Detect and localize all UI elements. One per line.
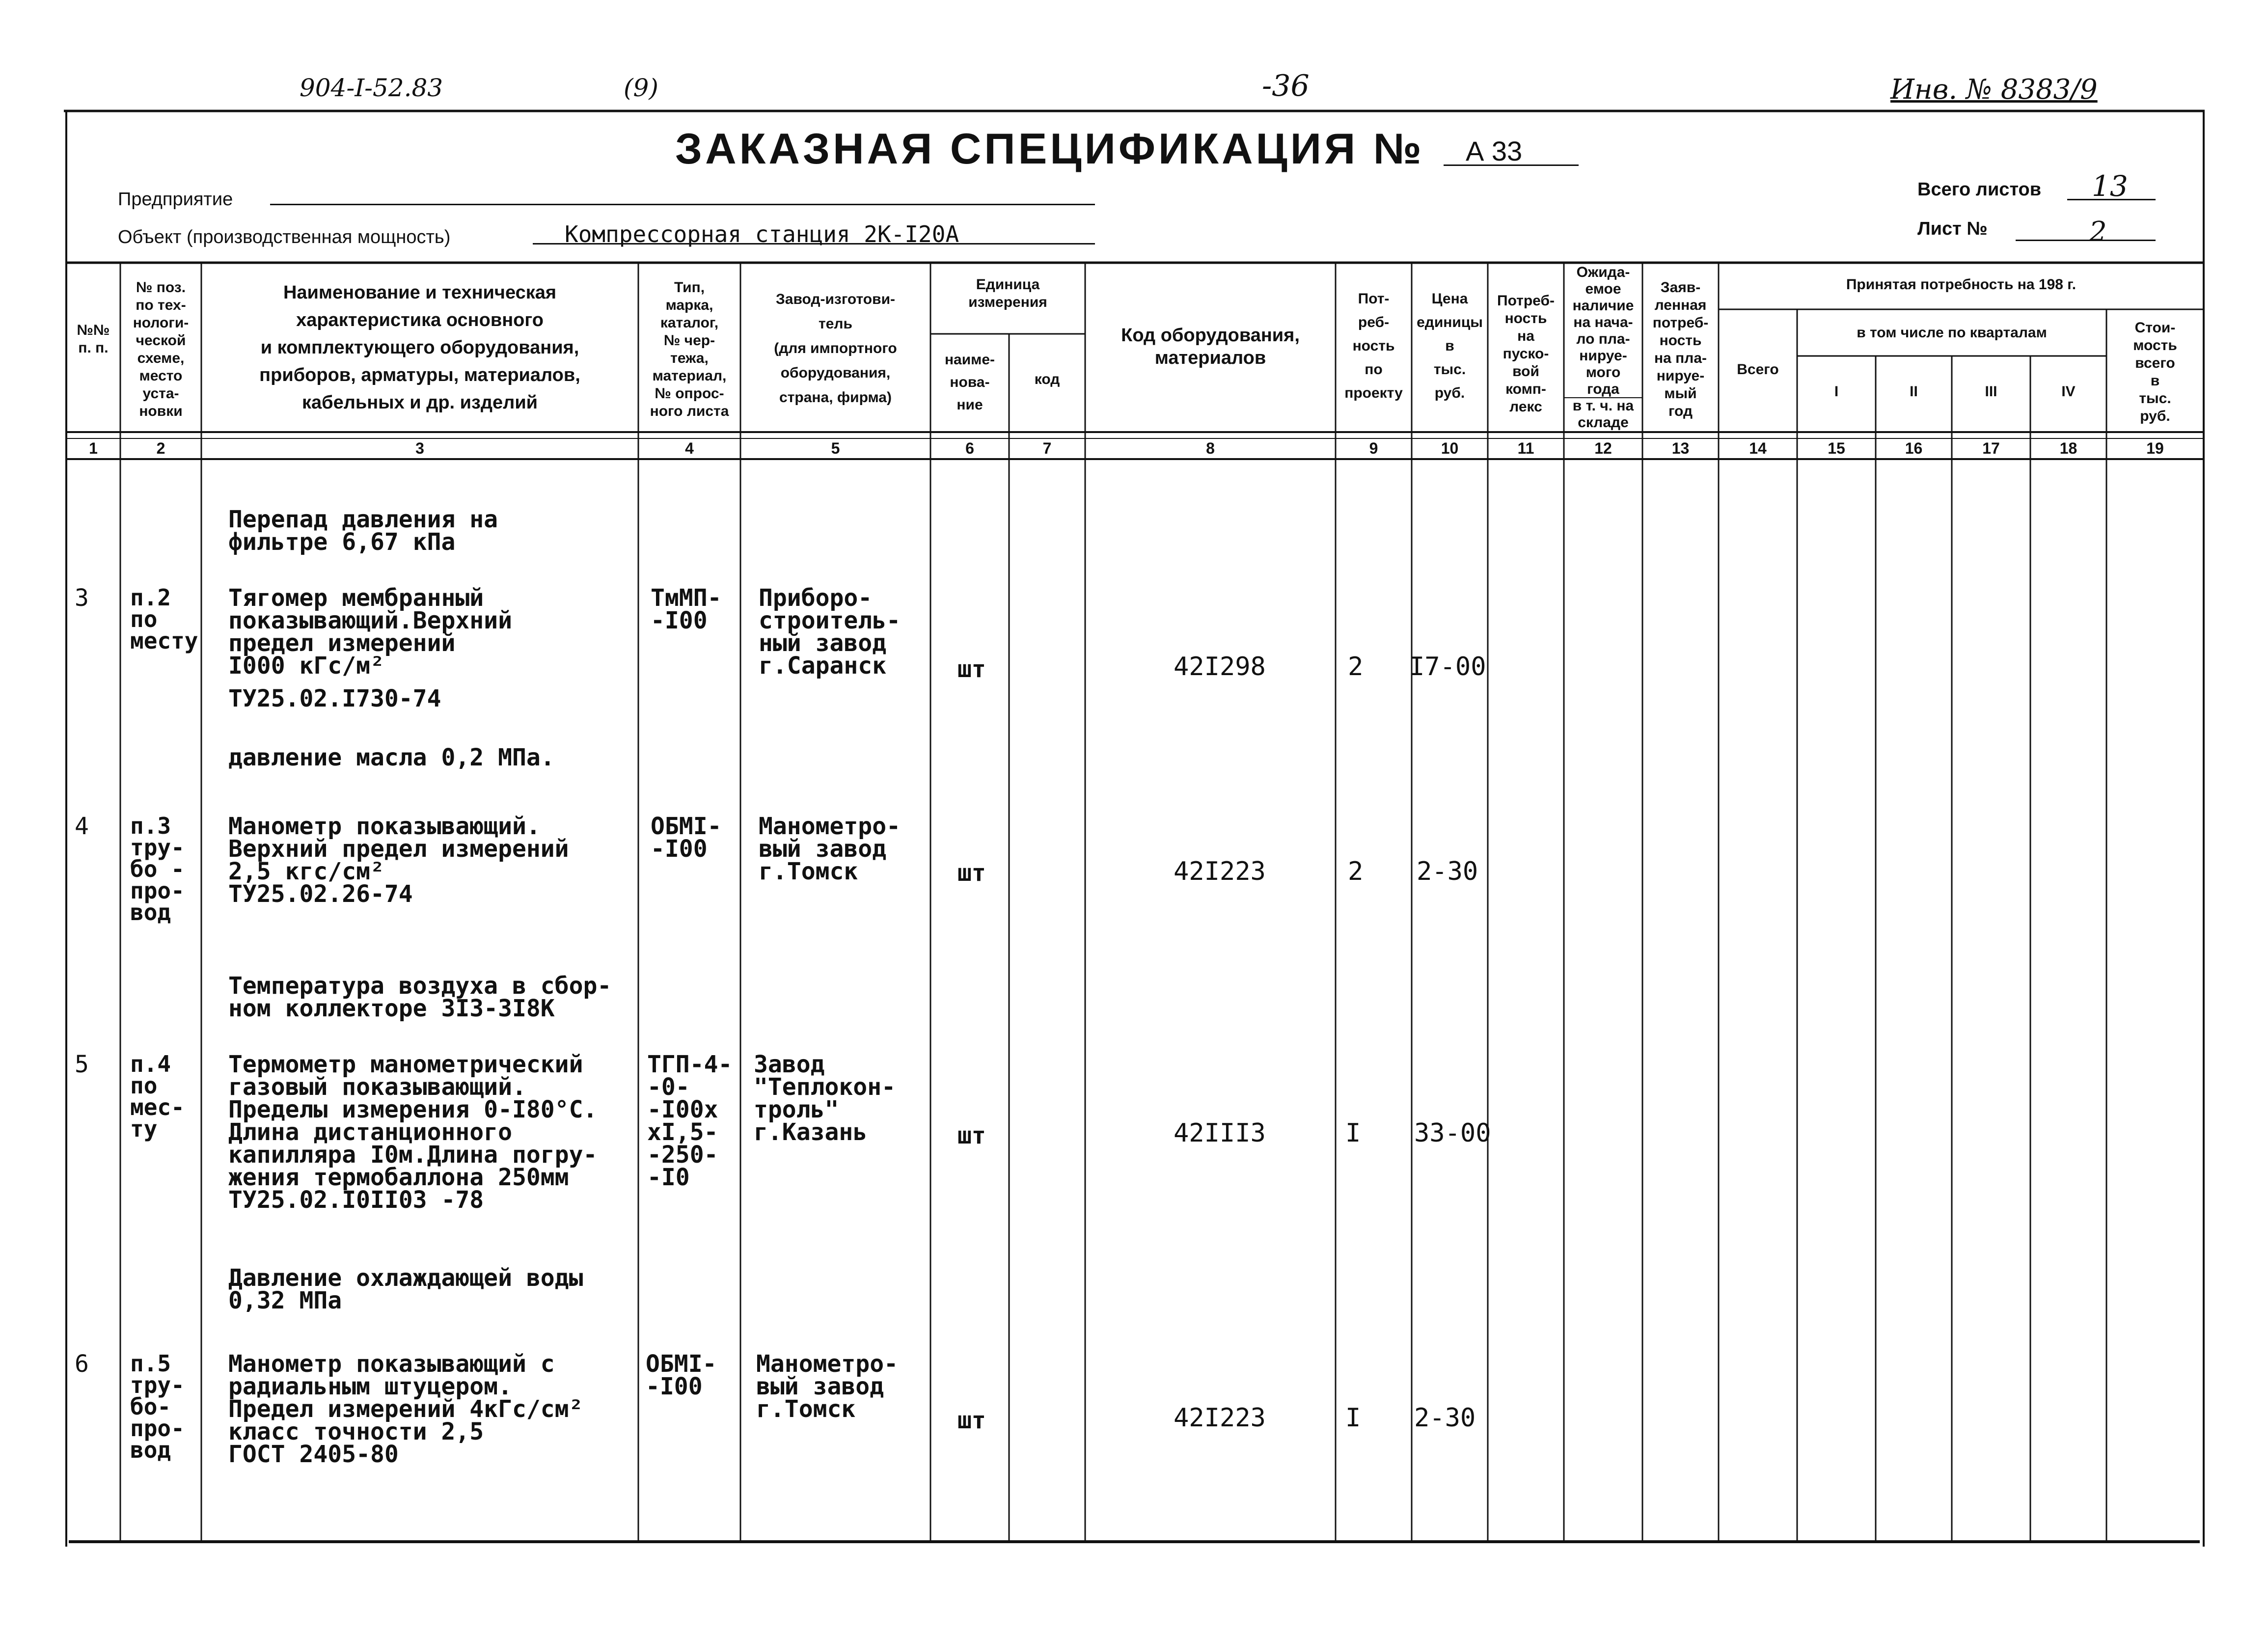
object-underline [533,243,1095,245]
header-expected-stock: Ожида- емое наличие на нача- ло пла- нируе- мого года [1572,264,1634,397]
row-number: 6 [75,1350,89,1378]
column-number: 11 [1517,439,1534,457]
unit-cell: шт [957,859,986,887]
type-cell: ОБМI- -I00 [651,813,722,863]
price-cell: 2-30 [1417,857,1478,886]
header-unit-code: код [1034,371,1060,387]
sheet-value: 2 [2089,216,2107,248]
column-number: 17 [1982,439,2000,457]
header-expected-stock-warehouse: в т. ч. на складе [1572,398,1634,431]
name-cell: Термометр манометрический газовый показывающий. Пределы измерения 0-I80°С. Длина дистанционного капилляра I0м.Длина погру- жения термобаллона 250мм ТУ25.02.I0II03 -78 [228,1051,598,1214]
header-type: Тип, марка, каталог, № чер- тежа, материал, № опрос- ного листа [650,279,729,419]
header-cost: Стои- мость всего в тыс. руб. [2133,320,2177,424]
type-cell: ОБМI- -I00 [646,1350,717,1400]
column-number: 3 [415,439,424,457]
manufacturer-cell: Манометро- вый завод г.Томск [756,1350,898,1423]
total-sheets-label: Всего листов [1917,179,2042,200]
price-cell: I7-00 [1409,652,1486,681]
column-number: 15 [1828,439,1845,457]
header-project-need: Пот- реб- ность по проекту [1344,291,1403,401]
type-cell: ТмМП- -I00 [651,584,722,634]
header-quarter-3: III [1985,383,1997,400]
specification-number-underline [1444,164,1579,166]
unit-cell: шт [957,1407,986,1434]
quantity-cell: I [1345,1118,1361,1148]
quantity-cell: 2 [1348,857,1364,886]
unit-cell: шт [957,655,986,683]
column-number: 4 [685,439,694,457]
inventory-number: Инв. № 8383/9 [1890,74,2098,106]
price-cell: 2-30 [1414,1403,1476,1433]
column-number: 16 [1905,439,1923,457]
header-total: Всего [1737,361,1779,378]
price-cell: 33-00 [1414,1118,1491,1148]
header-equipment-code: Код оборудования, материалов [1121,325,1300,368]
column-number: 7 [1042,439,1052,457]
header-row-number: №№ п. п. [77,322,110,356]
page-number: -36 [1262,69,1310,103]
header-manufacturer: Завод-изготови- тель (для импортного оборудования, страна, фирма) [774,291,897,406]
sheet-label: Лист № [1917,218,1988,239]
section-heading: давление масла 0,2 МПа. [228,744,555,771]
manufacturer-cell: Манометро- вый завод г.Томск [759,813,901,885]
column-number: 1 [89,439,98,457]
position-cell: п.5 тру- бо- про- вод [130,1350,185,1463]
object-label: Объект (производственная мощность) [118,227,451,247]
enterprise-label: Предприятие [118,189,233,210]
section-heading: Давление охлаждающей воды 0,32 МПа [228,1264,583,1314]
column-number: 2 [156,439,165,457]
page-title: ЗАКАЗНАЯ СПЕЦИФИКАЦИЯ № [675,124,1424,173]
header-quarter-1: I [1834,383,1839,400]
quantity-cell: I [1345,1403,1361,1433]
manufacturer-cell: Приборо- строитель- ный завод г.Саранск [759,584,901,680]
sheet-underline [2016,240,2156,241]
row-number: 5 [75,1051,89,1078]
header-unit-group: Единица измерения [968,276,1047,310]
unit-cell: шт [957,1122,986,1149]
equipment-code-cell: 42III3 [1174,1118,1266,1148]
column-number: 10 [1441,439,1459,457]
section-heading: Температура воздуха в сбор- ном коллекторе 3I3-3I8К [228,972,612,1022]
header-quarter-4: IV [2061,383,2076,400]
column-number: 18 [2059,439,2077,457]
document-part: (9) [624,74,658,102]
type-cell: ТГП-4- -0- -I00х хI,5- -250- -I0 [647,1051,733,1191]
position-cell: п.3 тру- бо - про- вод [130,813,185,926]
object-value: Компрессорная станция 2К-I20А [565,221,959,247]
row-number: 3 [75,584,89,612]
document-code: 904-I-52.83 [300,74,443,102]
section-heading: Перепад давления на фильтре 6,67 кПа [228,506,498,556]
equipment-code-cell: 42I223 [1174,857,1266,886]
enterprise-underline [270,204,1095,205]
column-number: 6 [965,439,974,457]
header-quarters-group: в том числе по кварталам [1857,325,2047,341]
header-declared-need: Заяв- ленная потреб- ность на пла- нируе- мый год [1652,279,1709,419]
position-cell: п.2 по месту [130,584,198,654]
manufacturer-cell: Завод "Теплокон- троль" г.Казань [754,1051,896,1146]
header-startup-need: Потреб- ность на пуско- вой комп- лекс [1497,293,1555,415]
equipment-code-cell: 42I223 [1174,1403,1266,1433]
header-position: № поз. по тех- нологи- ческой схеме, место уста- новки [133,279,189,419]
column-number: 5 [831,439,840,457]
column-number: 8 [1206,439,1215,457]
total-sheets-value: 13 [2092,169,2128,203]
spec-cell: ТУ25.02.I730-74 [228,685,441,712]
column-number: 14 [1749,439,1767,457]
column-number: 13 [1671,439,1690,457]
quantity-cell: 2 [1348,652,1364,681]
specification-number: А 33 [1466,136,1523,166]
equipment-code-cell: 42I298 [1174,652,1266,681]
position-cell: п.4 по мес- ту [130,1051,185,1142]
name-cell: Манометр показывающий с радиальным штуцером. Предел измерений 4кГс/см² класс точности 2,5 ГОСТ 2405-80 [228,1350,583,1468]
header-unit-price: Цена единицы в тыс. руб. [1417,291,1483,401]
name-cell: Манометр показывающий. Верхний предел измерений 2,5 кгс/см² ТУ25.02.26-74 [228,813,569,908]
column-number: 12 [1594,439,1612,457]
column-number: 9 [1369,439,1378,457]
header-unit-name: наиме- нова- ние [944,352,995,413]
total-sheets-underline [2067,199,2156,200]
name-cell: Тягомер мембранный показывающий.Верхний предел измерений I000 кГс/м² [228,584,512,680]
header-quarter-2: II [1910,383,1918,400]
header-accepted-group: Принятая потребность на 198 г. [1846,276,2077,293]
row-number: 4 [75,813,89,840]
column-number: 19 [2146,439,2164,457]
header-name: Наименование и техническая характеристика основного и комплектующего оборудования, приборов, арматуры, материалов, кабельных и др. изделий [259,282,580,413]
